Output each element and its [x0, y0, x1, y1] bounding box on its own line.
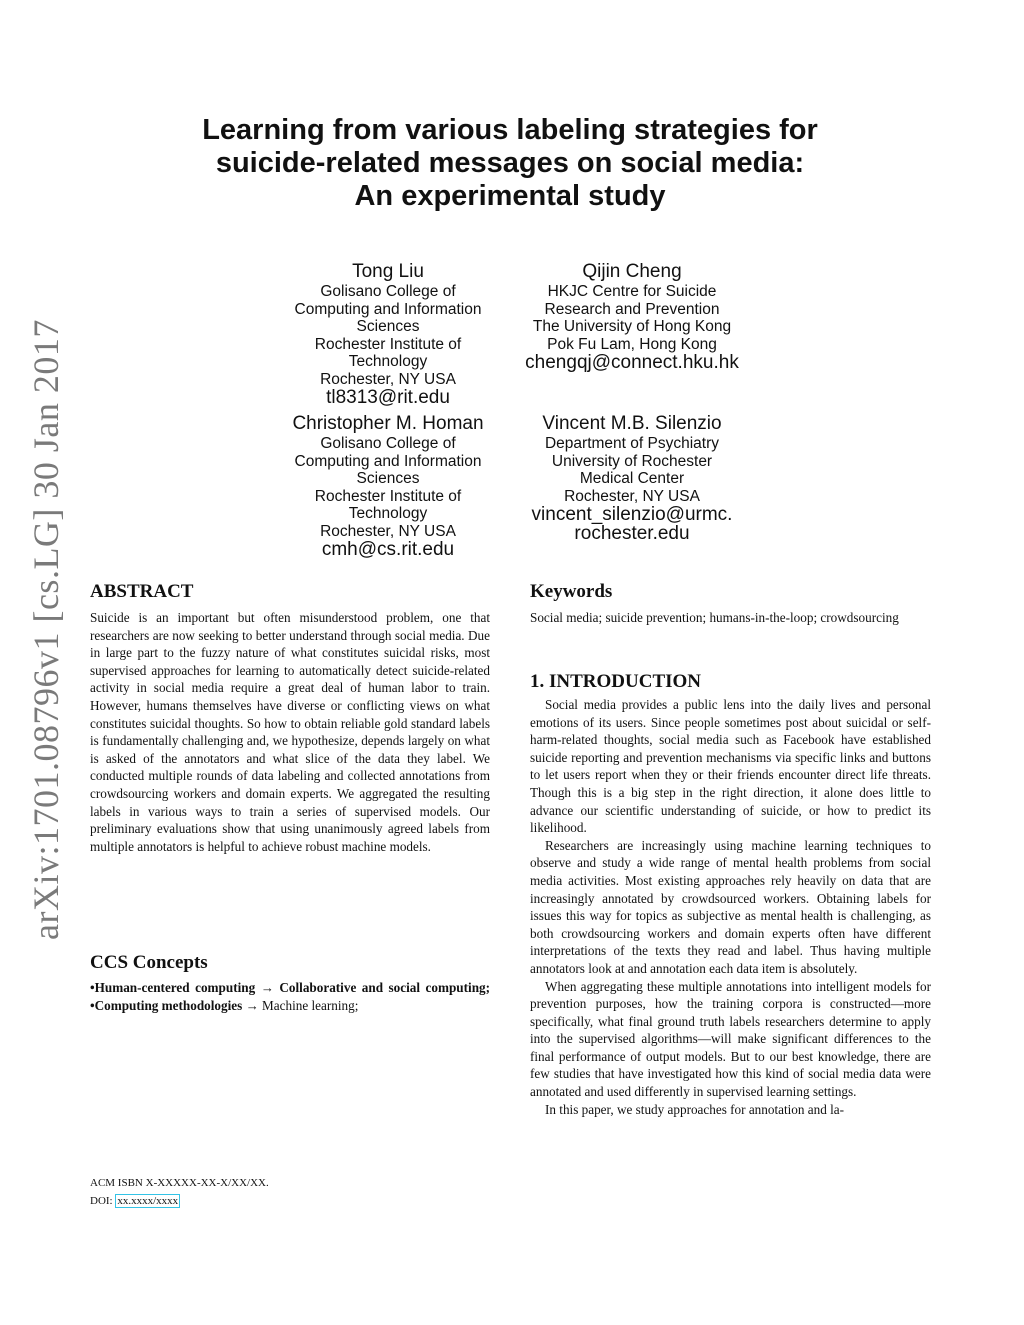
author-block-qijin-cheng — [512, 261, 752, 372]
author-name: Vincent M.B. Silenzio — [542, 413, 722, 434]
intro-paragraph: In this paper, we study approaches for annotation and la- — [545, 1101, 845, 1117]
title-line-3: An experimental study — [354, 180, 666, 212]
author-name: Tong Liu — [352, 261, 424, 282]
publication-footer — [90, 1174, 269, 1210]
isbn-line: ACM ISBN X-XXXXX-XX-X/XX/XX. — [90, 1177, 269, 1189]
keywords-heading: Keywords — [530, 581, 613, 602]
author-affiliation: HKJC Centre for Suicide Research and Prevention The University of Hong Kong Pok Fu Lam, Hong Kong — [532, 283, 732, 353]
author-block-vincent-silenzio — [512, 413, 752, 543]
author-name: Qijin Cheng — [582, 261, 682, 282]
author-email: vincent_silenzio@urmc. rochester.edu — [531, 504, 733, 544]
ccs-heading: CCS Concepts — [90, 952, 208, 973]
author-block-tong-liu — [268, 261, 508, 407]
ccs-concepts: •Human-centered computing → Collaborative and social computing; •Computing methodologies → Machine learning; — [90, 980, 491, 1013]
paper-title — [150, 114, 870, 213]
introduction-heading: 1. INTRODUCTION — [530, 671, 702, 692]
intro-paragraph: When aggregating these multiple annotations into intelligent models for prevention purposes, how the training corpora is constructed—more specifically, what final ground truth labels researchers determine to apply into the supervised algorithms—will make significant differences to the final performance of output models. But to our best knowledge, there are few studies that have investigated how this kind of social media data were annotated and used differently in supervised learning settings. — [530, 978, 931, 1100]
doi-link[interactable]: xx.xxxx/xxxx — [117, 1195, 179, 1207]
abstract-heading: ABSTRACT — [90, 581, 194, 602]
title-line-2: suicide-related messages on social media: — [215, 147, 805, 179]
intro-paragraph: Researchers are increasingly using machine learning techniques to observe and study a wide range of mental health problems from social media activities. Most existing approaches rely heavily on data that are increasingly annotated by crowdsourced workers. Obtaining labels for issues this way for topics as subjective as mental health is challenging, as both crowdsourcing workers and domain experts often have different interpretations of the texts they read and label. Thus having multiple annotators look at and annotation each data item is absolutely. — [530, 837, 931, 976]
author-email: cmh@cs.rit.edu — [321, 539, 455, 560]
introduction-body — [530, 696, 931, 1118]
author-affiliation: Golisano College of Computing and Information Sciences Rochester Institute of Technology Rochester, NY USA — [294, 283, 482, 388]
author-email: chengqj@connect.hku.hk — [525, 352, 739, 373]
intro-paragraph: Social media provides a public lens into the daily lives and personal emotions of its users. Since people sometimes post about suicidal or self-harm-related thoughts, social media such as Facebook have established suicide reporting and prevention mechanisms via specific links and buttons to let users report when they or their friends encounter direct life threats. Though this is a big step in the right direction, it alone does little to advance our scientific understanding of suicide, or how to predict its likelihood. — [530, 697, 931, 836]
author-block-christopher-homan — [268, 413, 508, 559]
doi-line: DOI: xx.xxxx/xxxx — [90, 1195, 179, 1207]
arxiv-identifier: arXiv:1701.08796v1 [cs.LG] 30 Jan 2017 — [26, 319, 66, 940]
author-affiliation: Department of Psychiatry University of Rochester Medical Center Rochester, NY USA — [544, 435, 719, 505]
author-affiliation: Golisano College of Computing and Information Sciences Rochester Institute of Technology Rochester, NY USA — [294, 435, 482, 540]
author-name: Christopher M. Homan — [292, 413, 484, 434]
abstract-body: Suicide is an important but often misunderstood problem, one that researchers are now seeking to better understand through social media. Due in large part to the fuzzy nature of what constitutes suicidal risks, most supervised approaches for learning to automatically detect suicide-related activity in social media require a great deal of human labor to train. However, humans themselves have diverse or conflicting views on what constitutes suicidal thoughts. So how to obtain reliable gold standard labels is fundamentally challenging and, we hypothesize, depends largely on what is asked of the annotators and what slice of the data they label. We conducted multiple rounds of data labeling and collected annotations from crowdsourcing workers and domain experts. We aggregated the resulting labels in various ways to train a series of supervised models. Our preliminary evaluations show that using unanimously agreed labels from multiple annotators is helpful to achieve robust machine models. — [90, 610, 490, 854]
keywords-body: Social media; suicide prevention; humans-in-the-loop; crowdsourcing — [530, 610, 899, 625]
title-line-1: Learning from various labeling strategies for — [202, 114, 818, 146]
author-email: tl8313@rit.edu — [326, 387, 450, 408]
